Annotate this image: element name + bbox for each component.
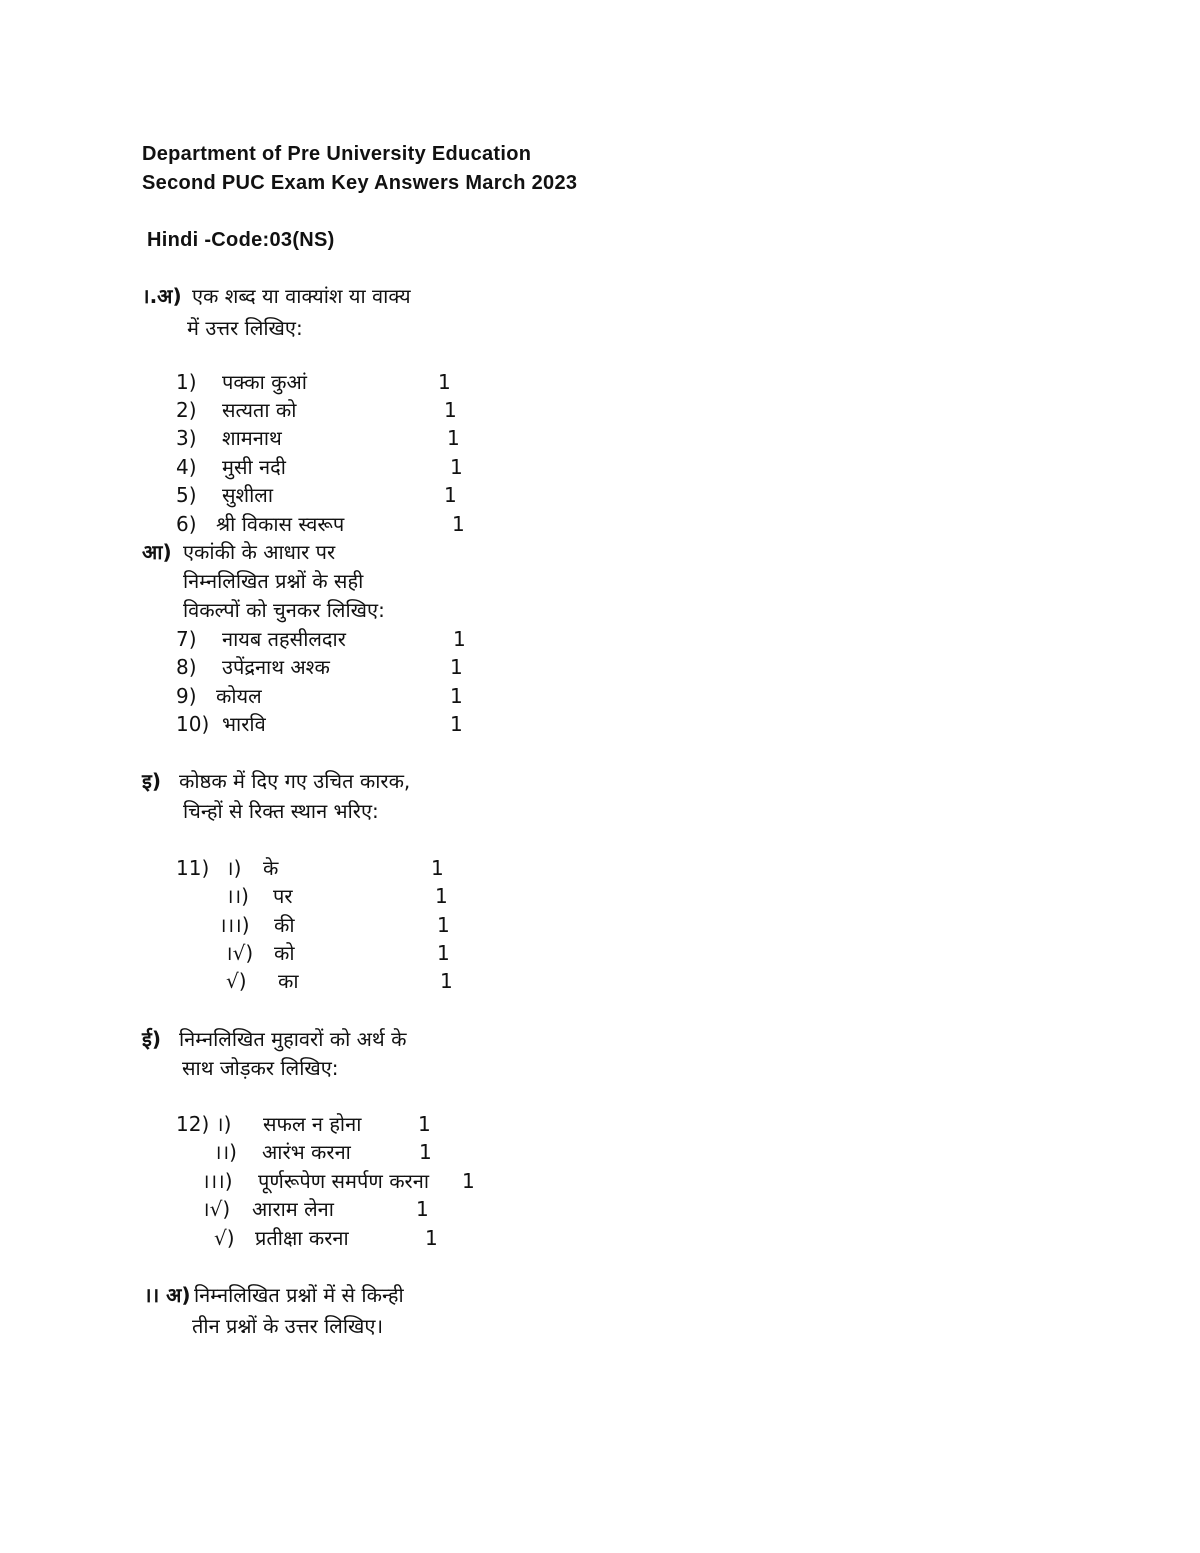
section-1a-label: ।.अ) bbox=[142, 284, 182, 308]
answer-mark: 1 bbox=[462, 1169, 475, 1193]
answer-mark: 1 bbox=[438, 370, 451, 394]
sub-number: ।।) bbox=[226, 884, 249, 908]
section-aa-instruction: एकांकी के आधार पर bbox=[183, 540, 336, 564]
sub-number: √) bbox=[226, 969, 247, 993]
answer-text: शामनाथ bbox=[222, 426, 282, 450]
answer-text: प्रतीक्षा करना bbox=[255, 1226, 349, 1250]
answer-number: 8) bbox=[176, 655, 197, 679]
answer-text: आराम लेना bbox=[252, 1197, 334, 1221]
answer-number: 5) bbox=[176, 483, 197, 507]
question-number: 11) bbox=[176, 856, 210, 880]
section-1a-instruction-cont: में उत्तर लिखिए: bbox=[187, 316, 303, 340]
answer-mark: 1 bbox=[425, 1226, 438, 1250]
answer-text: भारवि bbox=[222, 712, 266, 736]
section-2a-label: ।। अ) bbox=[144, 1283, 191, 1307]
answer-mark: 1 bbox=[440, 969, 453, 993]
answer-number: 3) bbox=[176, 426, 197, 450]
answer-text: उपेंद्रनाथ अश्क bbox=[222, 655, 330, 679]
section-aa-instruction-cont: विकल्पों को चुनकर लिखिए: bbox=[183, 598, 385, 622]
section-ii-instruction-cont: साथ जोड़कर लिखिए: bbox=[182, 1056, 339, 1080]
answer-number: 7) bbox=[176, 627, 197, 651]
answer-text: का bbox=[278, 969, 299, 993]
answer-number: 1) bbox=[176, 370, 197, 394]
answer-text: नायब तहसीलदार bbox=[222, 627, 346, 651]
answer-mark: 1 bbox=[435, 884, 448, 908]
answer-number: 4) bbox=[176, 455, 197, 479]
answer-number: 6) bbox=[176, 512, 197, 536]
section-2a-instruction: निम्नलिखित प्रश्नों में से किन्ही bbox=[194, 1283, 404, 1307]
department-title: Department of Pre University Education bbox=[142, 143, 532, 165]
sub-number: √) bbox=[214, 1226, 235, 1250]
answer-text: सफल न होना bbox=[263, 1112, 362, 1136]
answer-text: पक्का कुआं bbox=[222, 370, 307, 394]
sub-number: ।) bbox=[226, 856, 242, 880]
answer-mark: 1 bbox=[450, 455, 463, 479]
answer-mark: 1 bbox=[450, 712, 463, 736]
answer-mark: 1 bbox=[453, 627, 466, 651]
answer-text: मुसी नदी bbox=[222, 455, 286, 479]
answer-text: श्री विकास स्वरूप bbox=[216, 512, 345, 536]
subject-code: Hindi -Code:03(NS) bbox=[147, 229, 335, 251]
answer-mark: 1 bbox=[447, 426, 460, 450]
section-ii-label: ई) bbox=[142, 1027, 161, 1051]
answer-text: को bbox=[274, 941, 295, 965]
answer-mark: 1 bbox=[444, 483, 457, 507]
answer-mark: 1 bbox=[444, 398, 457, 422]
exam-title: Second PUC Exam Key Answers March 2023 bbox=[142, 172, 578, 194]
sub-number: ।।।) bbox=[202, 1169, 233, 1193]
answer-text: की bbox=[274, 913, 295, 937]
answer-mark: 1 bbox=[450, 655, 463, 679]
sub-number: ।) bbox=[216, 1112, 232, 1136]
answer-mark: 1 bbox=[416, 1197, 429, 1221]
section-i-instruction-cont: चिन्हों से रिक्त स्थान भरिए: bbox=[183, 799, 379, 823]
section-ii-instruction: निम्नलिखित मुहावरों को अर्थ के bbox=[179, 1027, 407, 1051]
answer-text: पर bbox=[273, 884, 293, 908]
sub-number: ।√) bbox=[225, 941, 254, 965]
answer-text: कोयल bbox=[216, 684, 262, 708]
answer-mark: 1 bbox=[450, 684, 463, 708]
answer-text: पूर्णरूपेण समर्पण करना bbox=[258, 1169, 430, 1193]
answer-mark: 1 bbox=[437, 913, 450, 937]
answer-number: 10) bbox=[176, 712, 210, 736]
section-aa-label: आ) bbox=[142, 540, 172, 564]
sub-number: ।√) bbox=[202, 1197, 231, 1221]
section-1a-instruction: एक शब्द या वाक्यांश या वाक्य bbox=[192, 284, 411, 308]
section-i-label: इ) bbox=[142, 769, 161, 793]
answer-mark: 1 bbox=[452, 512, 465, 536]
question-number: 12) bbox=[176, 1112, 210, 1136]
answer-text: के bbox=[263, 856, 279, 880]
answer-mark: 1 bbox=[431, 856, 444, 880]
section-i-instruction: कोष्ठक में दिए गए उचित कारक, bbox=[179, 769, 411, 793]
answer-mark: 1 bbox=[419, 1140, 432, 1164]
sub-number: ।।) bbox=[214, 1140, 237, 1164]
answer-text: सत्यता को bbox=[222, 398, 297, 422]
answer-number: 2) bbox=[176, 398, 197, 422]
answer-mark: 1 bbox=[418, 1112, 431, 1136]
answer-text: आरंभ करना bbox=[262, 1140, 351, 1164]
section-2a-instruction-cont: तीन प्रश्नों के उत्तर लिखिए। bbox=[192, 1314, 384, 1338]
answer-text: सुशीला bbox=[222, 483, 274, 507]
answer-number: 9) bbox=[176, 684, 197, 708]
answer-mark: 1 bbox=[437, 941, 450, 965]
sub-number: ।।।) bbox=[219, 913, 250, 937]
section-aa-instruction-cont: निम्नलिखित प्रश्नों के सही bbox=[183, 569, 364, 593]
